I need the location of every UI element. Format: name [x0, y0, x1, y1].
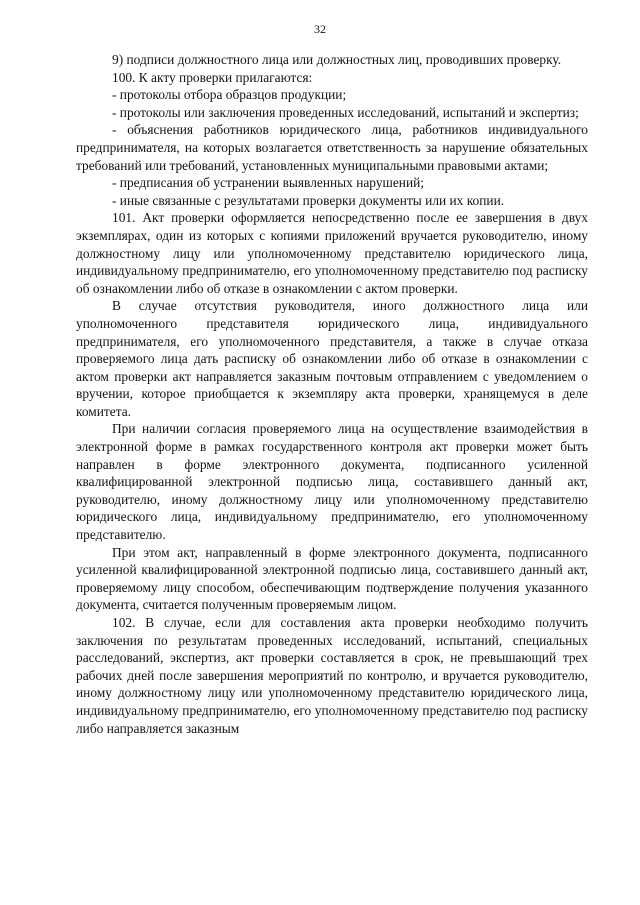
clause-101-electronic-paragraph: При наличии согласия проверяемого лица на осуществление взаимодействия в электронной форме в рамках государственного контроля акт проверки может быть направлен в форме электронного документа, подписанного усиленной квалифицированной электронной подписью лица, составившего данный акт, руководителю, иному должностному лицу или уполномоченному представителю юридического лица, индивидуальному предпринимателю, его уполномоченному представителю.: [76, 421, 588, 543]
attachment-orders: - предписания об устранении выявленных нарушений;: [112, 175, 424, 191]
clause-102: 102. В случае, если для составления акта проверки необходимо получить заключения по результатам проведенных исследований, испытаний, специальных расследований, экспертиз, акт проверки составляется в срок, не превышающий трех рабочих дней после завершения мероприятий по контролю, и вручается руководителю, иному должностному лицу или уполномоченному представителю юридического лица, индивидуальному предпринимателю, его уполномоченному представителю под расписку либо направляется заказным: [76, 615, 588, 736]
attachment-sampling-protocols: - протоколы отбора образцов продукции;: [112, 87, 347, 103]
clause-100-heading: 100. К акту проверки прилагаются:: [112, 69, 313, 85]
clause-101-received-paragraph: При этом акт, направленный в форме электронного документа, подписанного усиленной квалифицированной электронной подписью лица, составившего данный акт, проверяемому лицу способом, обеспечивающим подтверждение получения указанного документа, считается полученным проверяемым лицом.: [76, 544, 588, 613]
attachment-research-protocols: - протоколы или заключения проведенных исследований, испытаний и экспертиз;: [112, 104, 579, 120]
clause-101: 101. Акт проверки оформляется непосредственно после ее завершения в двух экземплярах, один из которых с копиями приложений вручается руководителю, иному должностному лицу или уполномоченному представителю юридического лица, индивидуальному предпринимателю, его уполномоченному представителю под расписку об ознакомлении либо об отказе в ознакомлении с актом проверки.: [76, 210, 588, 296]
page-number: 32: [314, 22, 326, 36]
clause-101-absence-paragraph: В случае отсутствия руководителя, иного должностного лица или уполномоченного представителя юридического лица, индивидуального предпринимателя, его уполномоченного представителя, а также в случае отказа проверяемого лица дать расписку об ознакомлении либо об отказе в ознакомлении с актом проверки акт направляется заказным почтовым отправлением с уведомлением о вручении, которое приобщается к экземпляру акта проверки, хранящемуся в деле комитета.: [76, 298, 588, 419]
list-item-signatures: 9) подписи должностного лица или должностных лиц, проводивших проверку.: [112, 52, 562, 67]
document-body: [76, 51, 588, 737]
attachment-other-documents: - иные связанные с результатами проверки документы или их копии.: [112, 192, 505, 208]
attachment-explanations: - объяснения работников юридического лица, работников индивидуального предпринимателя, на которых возлагается ответственность за нарушение обязательных требований или требований, установленных муниципальными правовыми актами;: [76, 122, 588, 173]
